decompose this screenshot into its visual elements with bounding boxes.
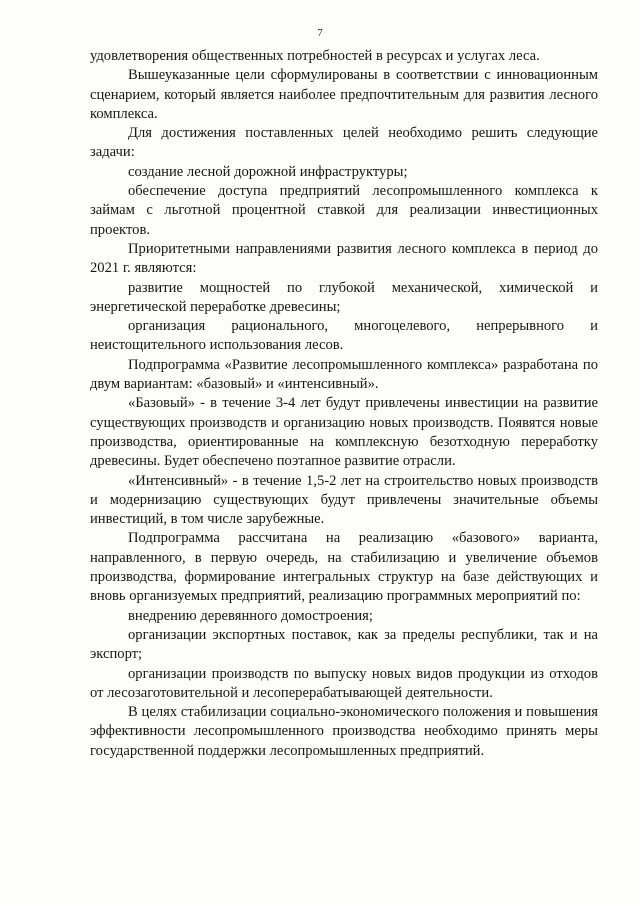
paragraph-goals-scenario: Вышеуказанные цели сформулированы в соответствии с инновационным сценарием, который является наиболее предпочтительным для развития лесного комплекса. [90,67,598,122]
document-body [90,47,598,761]
list-item-task-roads: создание лесной дорожной инфраструктуры; [128,163,408,180]
paragraph-tasks-intro: Для достижения поставленных целей необходимо решить следующие задачи: [90,125,598,161]
paragraph-subprogram-variants: Подпрограмма «Развитие лесопромышленного комплекса» разработана по двум вариантам: «базовый» и «интенсивный». [90,356,598,393]
paragraph-priorities-intro: Приоритетными направлениями развития лесного комплекса в период до 2021 г. являются: [90,240,598,277]
list-item-priority-processing: развитие мощностей по глубокой механической, химической и энергетической переработке древесины; [90,279,598,315]
page-number: 7 [317,27,323,39]
list-item-task-loans: обеспечение доступа предприятий лесопромышленного комплекса к займам с льготной процентной ставкой для реализации инвестиционных проектов. [90,183,598,238]
paragraph-state-support: В целях стабилизации социально-экономического положения и повышения эффективности лесопромышленного производства необходимо принять меры государственной поддержки лесопромышленных предприятий. [90,704,598,759]
list-item-wooden-housing: внедрению деревянного домостроения; [128,607,373,624]
paragraph-subprogram-scope: Подпрограмма рассчитана на реализацию «базового» варианта, направленного, в первую очередь, на стабилизацию и увеличение объемов производства, формирование интегральных структур на базе действующих и вновь организуемых предприятий, реализацию программных мероприятий по: [90,530,598,605]
paragraph-basic-variant: «Базовый» - в течение 3-4 лет будут привлечены инвестиции на развитие существующих производств и организацию новых производств. Появятся новые производства, ориентированные на комплексную безотходную переработку древесины. Будет обеспечено поэтапное развитие отрасли. [90,395,598,470]
paragraph-continuation: удовлетворения общественных потребностей в ресурсах и услугах леса. [90,48,540,64]
paragraph-intensive-variant: «Интенсивный» - в течение 1,5-2 лет на строительство новых производств и модернизацию существующих будут привлечены значительные объемы инвестиций, в том числе зарубежные. [90,472,598,528]
list-item-export-supplies: организации экспортных поставок, как за пределы республики, так и на экспорт; [90,626,598,663]
list-item-waste-products: организации производств по выпуску новых видов продукции из отходов от лесозаготовительной и лесоперерабатывающей деятельности. [90,665,598,701]
list-item-priority-forest-use: организация рационального, многоцелевого, непрерывного и неистощительного использования лесов. [90,318,598,354]
